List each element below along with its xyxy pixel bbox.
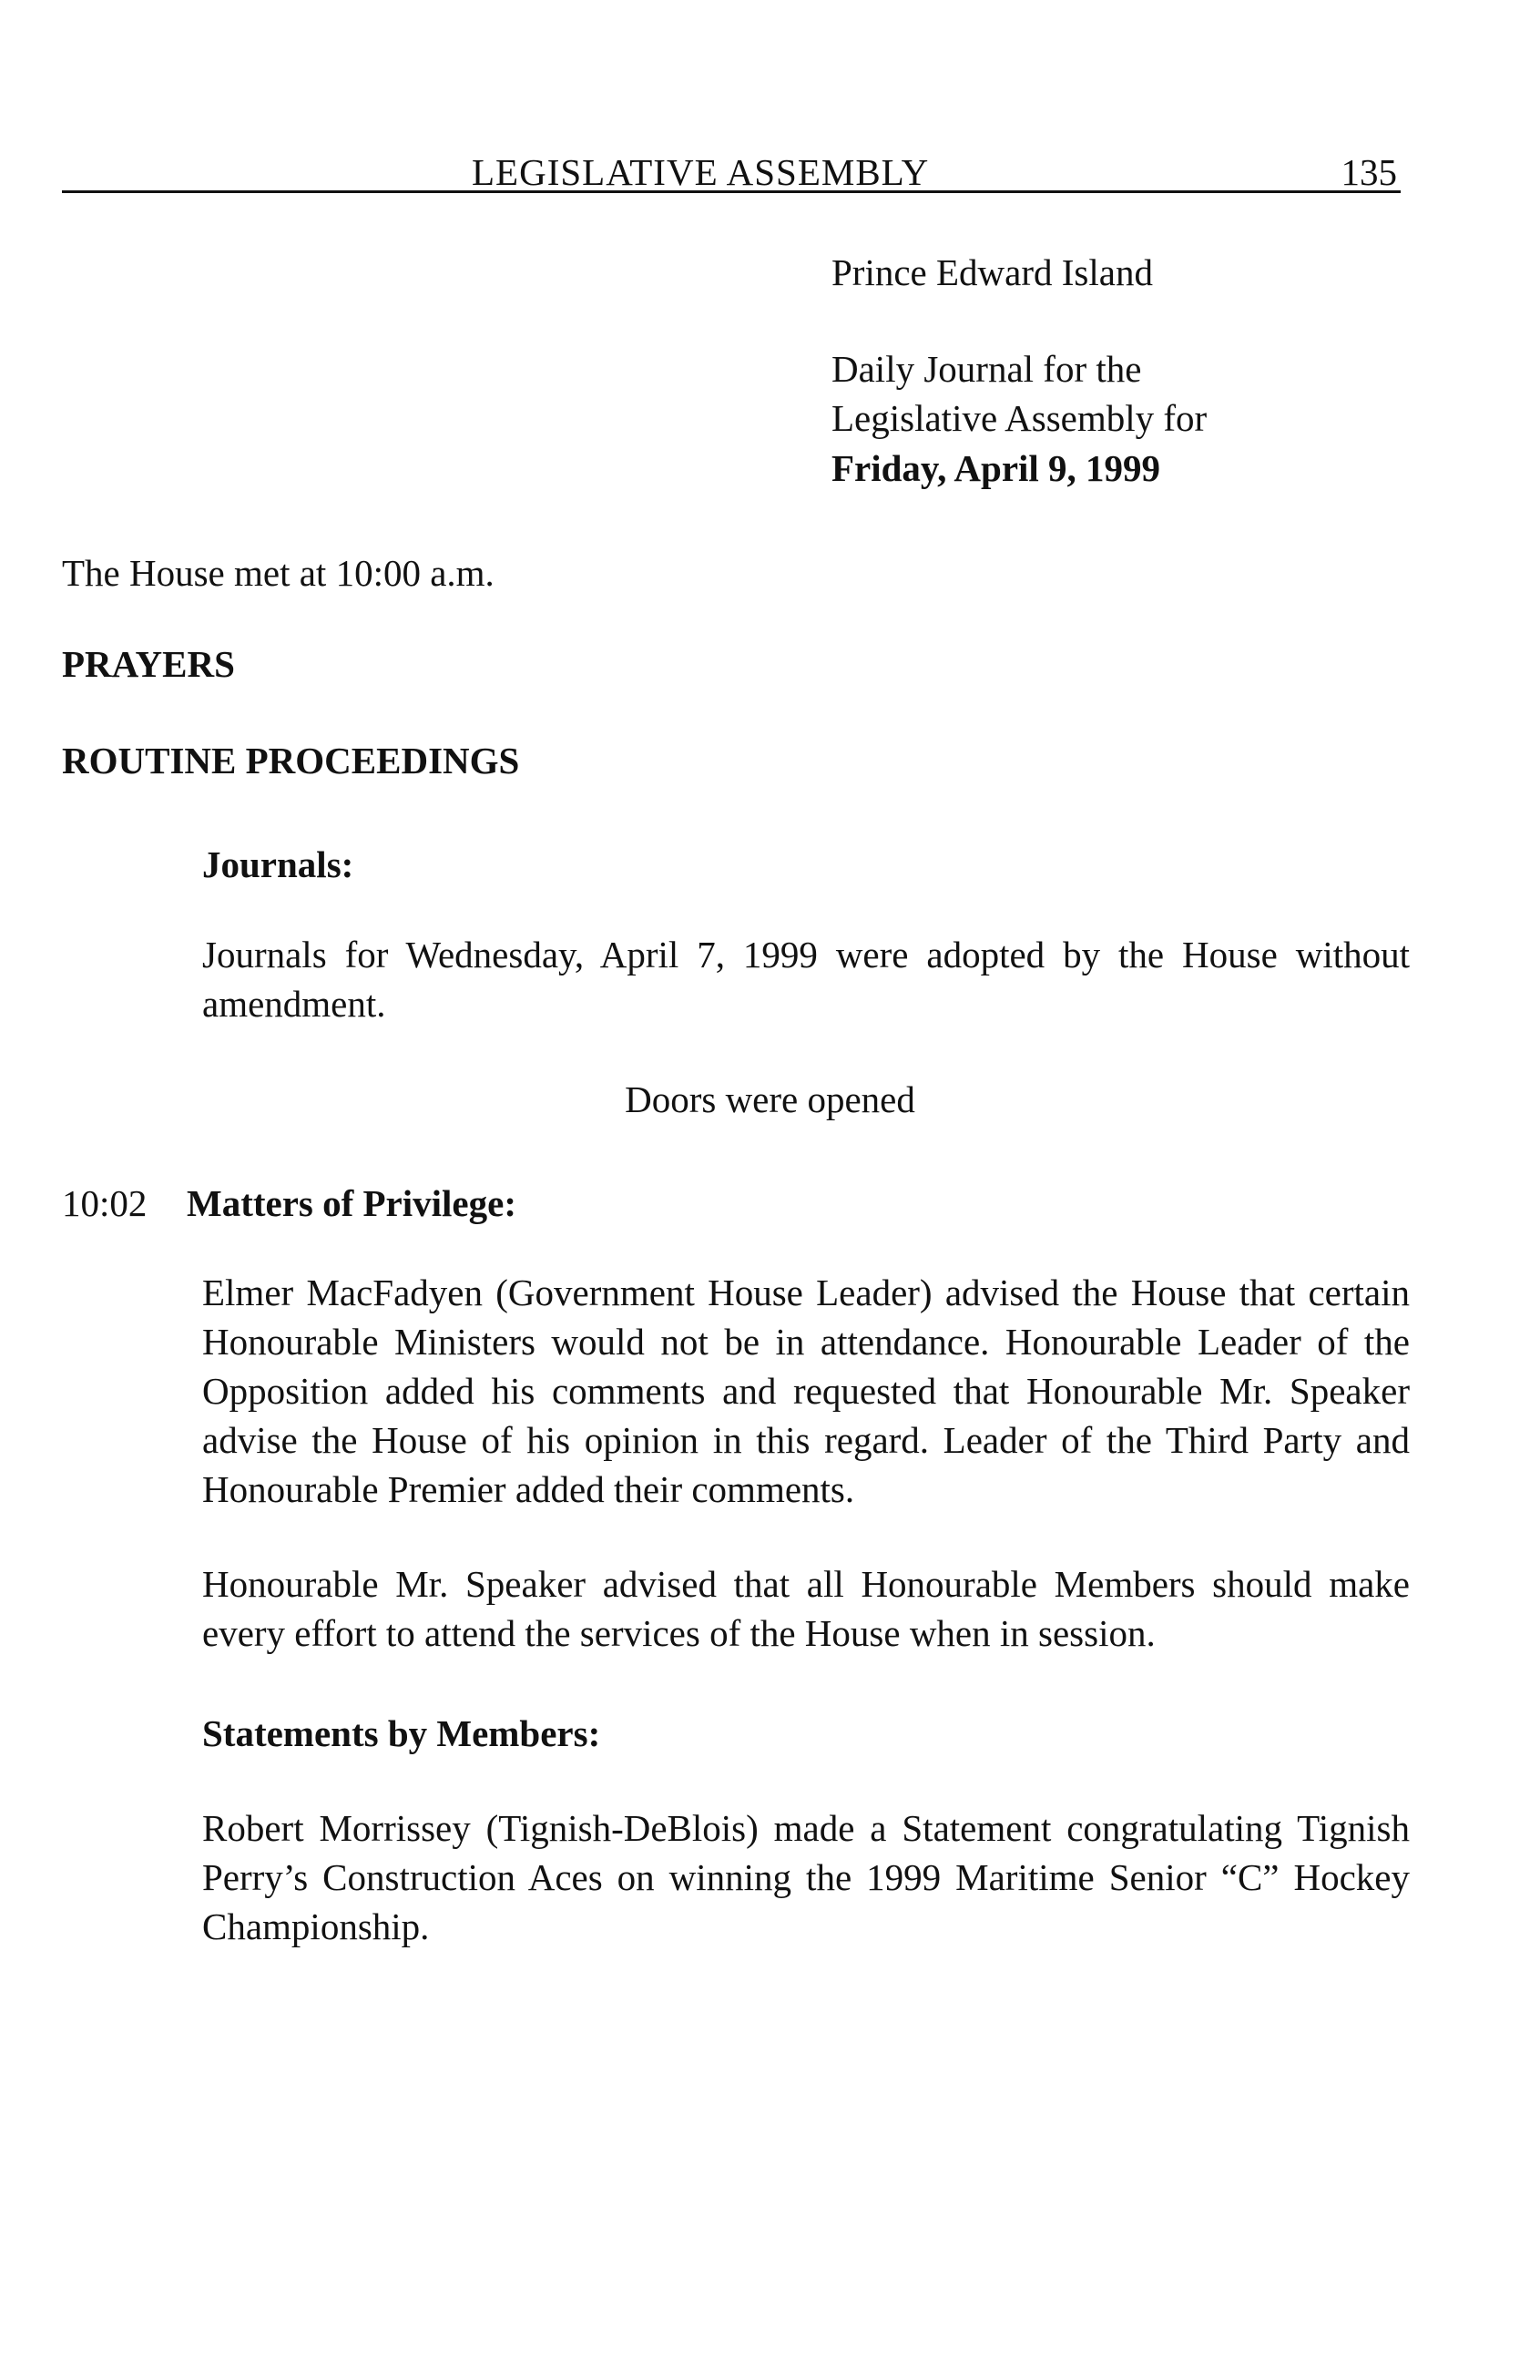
- page-number: 135: [1341, 151, 1397, 193]
- privilege-paragraph-2: Honourable Mr. Speaker advised that all Honourable Members should make every effort to attend the services of the House when in session.: [202, 1563, 1410, 1654]
- opening-time: The House met at 10:00 a.m.: [62, 552, 495, 594]
- journals-heading: Journals:: [202, 843, 354, 885]
- journal-title-line1: Daily Journal for the: [831, 348, 1142, 390]
- privilege-heading: Matters of Privilege:: [187, 1182, 516, 1224]
- header-title: LEGISLATIVE ASSEMBLY: [472, 151, 930, 193]
- province-name: Prince Edward Island: [831, 251, 1153, 293]
- section-routine-proceedings: ROUTINE PROCEEDINGS: [62, 740, 520, 781]
- privilege-time: 10:02: [62, 1182, 148, 1224]
- journals-text: Journals for Wednesday, April 7, 1999 were adopted by the House without amendment.: [202, 934, 1410, 1025]
- journal-title-line2: Legislative Assembly for: [831, 397, 1208, 439]
- section-prayers: PRAYERS: [62, 643, 235, 685]
- statements-heading: Statements by Members:: [202, 1712, 601, 1754]
- doors-note: Doors were opened: [625, 1078, 915, 1120]
- running-header: [62, 150, 1401, 193]
- journal-date: Friday, April 9, 1999: [831, 447, 1161, 489]
- privilege-paragraph-1: Elmer MacFadyen (Government House Leader) advised the House that certain Honourable Ministers would not be in attendance. Honourable Leader of the Opposition added his comments and requested that Honourable Mr. Speaker advise the House of his opinion in this regard. Leader of the Third Party and Honourable Premier added their comments.: [202, 1272, 1410, 1510]
- statements-text: Robert Morrissey (Tignish-DeBlois) made a Statement congratulating Tignish Perry’s Construction Aces on winning the 1999 Maritime Senior “C” Hockey Championship.: [202, 1807, 1410, 1947]
